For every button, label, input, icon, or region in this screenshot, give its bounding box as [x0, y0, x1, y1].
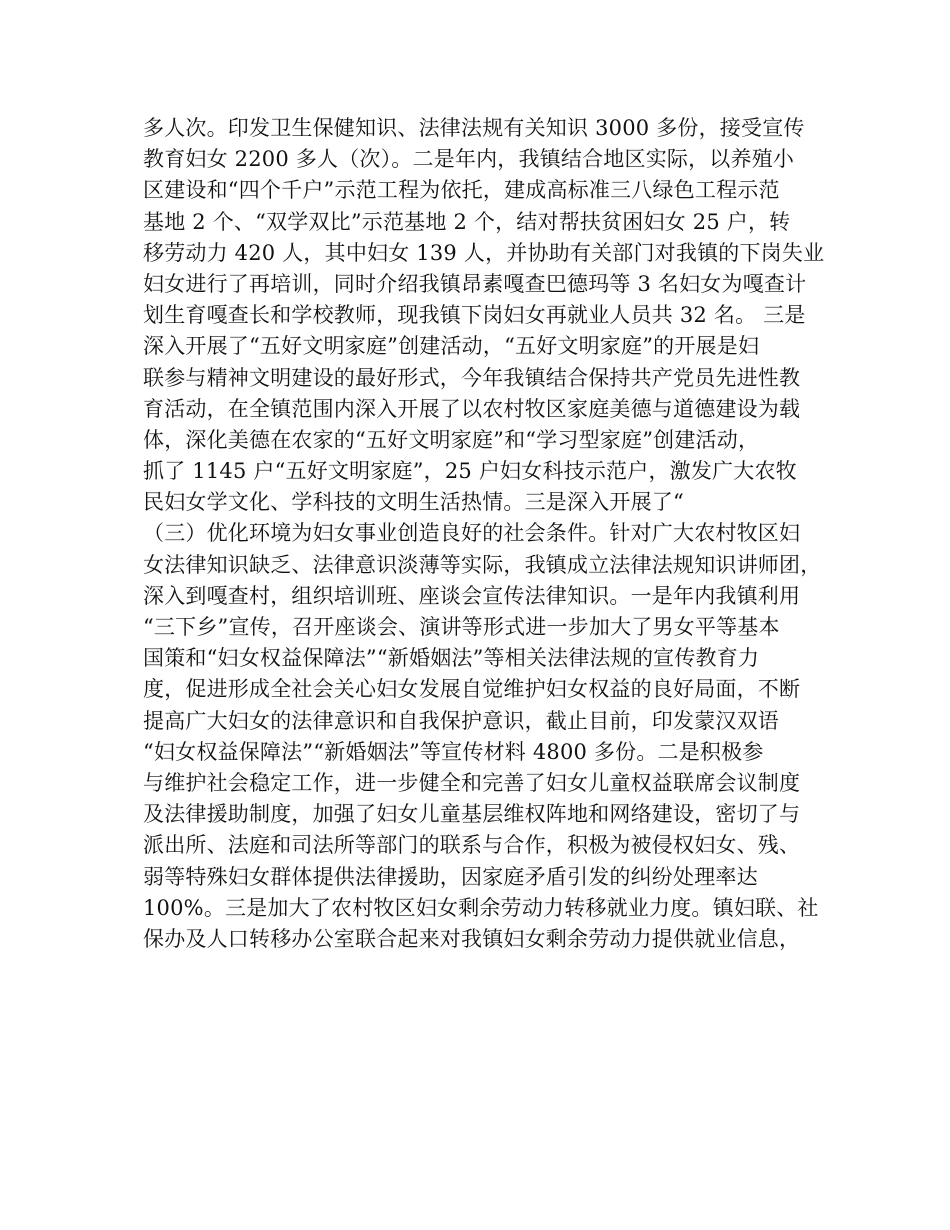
text-line: 划生育嘎查长和学校教师，现我镇下岗妇女再就业人员共 32 名。 三是 — [143, 303, 806, 328]
text-line: 100%。三是加大了农村牧区妇女剩余劳动力转移就业力度。镇妇联、社 — [143, 895, 819, 920]
text-line: 移劳动力 420 人，其中妇女 139 人，并协助有关部门对我镇的下岗失业 — [143, 240, 825, 265]
text-line: 教育妇女 2200 多人（次）。二是年内，我镇结合地区实际，以养殖小 — [143, 147, 795, 172]
text-line: 女法律知识缺乏、法律意识淡薄等实际，我镇成立法律法规知识讲师团， — [143, 552, 822, 577]
text-line: 深入开展了“五好文明家庭”创建活动，“五好文明家庭”的开展是妇 — [143, 334, 760, 359]
body-text — [143, 113, 823, 955]
text-line: 妇女进行了再培训，同时介绍我镇昂素嘎查巴德玛等 3 名妇女为嘎查计 — [143, 271, 807, 296]
text-line: 基地 2 个、“双学双比”示范基地 2 个，结对帮扶贫困妇女 25 户，转 — [143, 209, 791, 234]
text-line: 深入到嘎查村，组织培训班、座谈会宣传法律知识。一是年内我镇利用 — [143, 583, 801, 608]
text-line: 保办及人口转移办公室联合起来对我镇妇女剩余劳动力提供就业信息， — [143, 926, 801, 951]
text-line: 派出所、法庭和司法所等部门的联系与合作，积极为被侵权妇女、残、 — [143, 833, 801, 858]
text-line: 体，深化美德在农家的“五好文明家庭”和“学习型家庭”创建活动， — [143, 427, 760, 452]
text-line: 区建设和“四个千户”示范工程为依托，建成高标准三八绿色工程示范 — [143, 178, 780, 203]
text-line: 与维护社会稳定工作，进一步健全和完善了妇女儿童权益联席会议制度 — [143, 770, 801, 795]
text-line: 及法律援助制度，加强了妇女儿童基层维权阵地和网络建设，密切了与 — [143, 802, 801, 827]
text-line: 国策和“妇女权益保障法”“新婚姻法”等相关法律法规的宣传教育力 — [143, 646, 760, 671]
text-line: 抓了 1145 户“五好文明家庭”，25 户妇女科技示范户，激发广大农牧 — [143, 459, 797, 484]
text-line: 弱等特殊妇女群体提供法律援助，因家庭矛盾引发的纠纷处理率达 — [143, 864, 758, 889]
text-line: “妇女权益保障法”“新婚姻法”等宣传材料 4800 多份。二是积极参 — [143, 739, 764, 764]
text-line: 提高广大妇女的法律意识和自我保护意识，截止目前，印发蒙汉双语 — [143, 708, 779, 733]
text-line: 育活动，在全镇范围内深入开展了以农村牧区家庭美德与道德建设为载 — [143, 396, 801, 421]
section-heading-line: （三）优化环境为妇女事业创造良好的社会条件。针对广大农村牧区妇 — [143, 521, 801, 546]
text-line: 度，促进形成全社会关心妇女发展自觉维护妇女权益的良好局面，不断 — [143, 677, 801, 702]
text-line: 多人次。印发卫生保健知识、法律法规有关知识 3000 多份，接受宣传 — [143, 116, 805, 140]
text-line: “三下乡”宣传，召开座谈会、演讲等形式进一步加大了男女平等基本 — [143, 615, 780, 639]
text-line: 联参与精神文明建设的最好形式，今年我镇结合保持共产党员先进性教 — [143, 365, 801, 390]
text-line: 民妇女学文化、学科技的文明生活热情。三是深入开展了“ — [143, 490, 684, 515]
